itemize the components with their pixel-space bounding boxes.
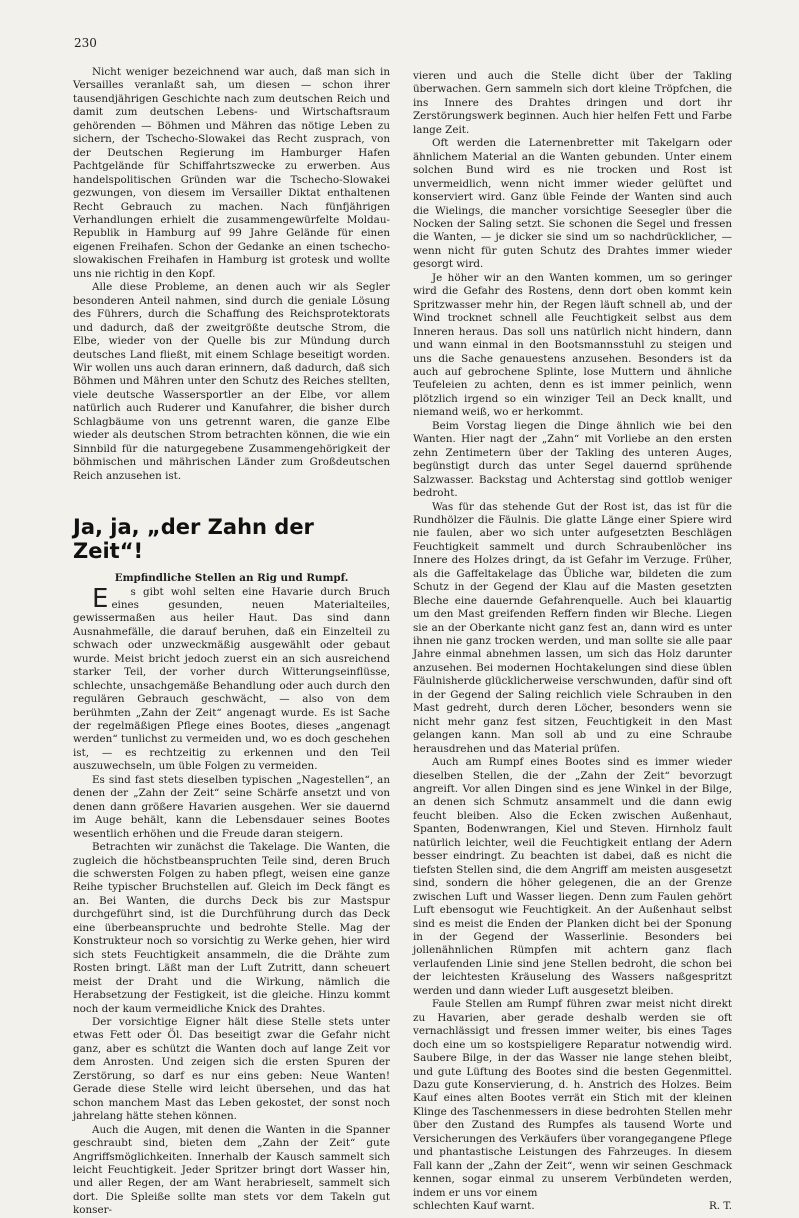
right-column	[413, 70, 732, 1214]
paragraph: Je höher wir an den Wanten kommen, um so geringer wird die Gefahr des Rostens, denn dort oben kommt kein Spritzwasser mehr hin, der Regen läuft schnell ab, und der Wind trocknet schnell alle Feuchtigkeit selbst aus dem Inneren heraus. Das soll uns natürlich nicht hindern, dann und wann einmal in den Bootsmannsstuhl zu steigen und uns die Sache genauestens anzusehen. Besonders ist da auch auf gebrochene Splinte, lose Muttern und ähnliche Teufeleien zu achten, denn es ist immer peinlich, wenn plötzlich irgend so ein winziger Teil an Deck knallt, und niemand weiß, wo er herkommt.	[413, 271, 732, 419]
paragraph: Was für das stehende Gut der Rost ist, das ist für die Rundhölzer die Fäulnis. Die glatte Länge einer Spiere wird nie faulen, aber wo sich unter aufgesetzten Beschlägen Feuchtigkeit sammelt und durch Schraubenlöcher ins Innere des Holzes dringt, da ist Gefahr im Verzuge. Früher, als die Gaffeltakelage das Übliche war, bildeten die zum Schutz in der Gegend der Klau auf die Masten gesetzten Bleche eine dauernde Gefahrenquelle. Auch bei klauartig um den Mast greifenden Reffern finden wir Bleche. Liegen sie an der Oberkante nicht ganz fest an, dann wird es unter ihnen nie ganz trocken werden, und man sollte sie alle paar Jahre einmal abnehmen lassen, um sich das Holz darunter anzusehen. Bei modernen Hochtakelungen sind diese üblen Fäulnisherde glücklicherweise verschwunden, dafür sind oft in der Gegend der Saling reichlich viele Schrauben in den Mast gedreht, durch deren Löcher, besonders wenn sie nicht mehr ganz fest sitzen, Feuchtigkeit in den Mast gelangen kann. Man soll ab und zu eine Schraube herausdrehen und das Material prüfen.	[413, 500, 732, 755]
paragraph: Es sind fast stets dieselben typischen „Nagestellen“, an denen der „Zahn der Zeit“ seine Schärfe ansetzt und von denen dann größere Havarien ausgehen. Wer sie dauernd im Auge behält, kann die Lebensdauer seines Bootes wesentlich erhöhen und die Freude daran steigern.	[73, 773, 390, 840]
drop-cap: E	[92, 583, 109, 614]
left-column	[73, 66, 390, 1218]
paragraph: Oft werden die Laternenbretter mit Takelgarn oder ähnlichem Material an die Wanten gebunden. Unter einem solchen Bund wird es nie trocken und Rost ist unvermeidlich, wenn nicht immer wieder gelüftet und konserviert wird. Ganz üble Feinde der Wanten sind auch die Wielings, die mancher vorsichtige Seesegler über die Nocken der Saling setzt. Sie schonen die Segel und fressen die Wanten, — je dicker sie sind um so nachdrücklicher, — wenn nicht für guten Schutz des Drahtes immer wieder gesorgt wird.	[413, 137, 732, 271]
closing-line-text: schlechten Kauf warnt.	[413, 1200, 535, 1213]
paragraph: Beim Vorstag liegen die Dinge ähnlich wie bei den Wanten. Hier nagt der „Zahn“ mit Vorliebe an den ersten zehn Zentimetern über der Takling des unteren Auges, begünstigt durch das unter Segel dauernd sprühende Salzwasser. Backstag und Achterstag sind gottlob weniger bedroht.	[413, 419, 732, 500]
article-heading: Ja, ja, „der Zahn der Zeit“!	[73, 515, 314, 564]
page-number: 230	[74, 36, 97, 50]
paragraph: Auch die Augen, mit denen die Wanten in die Spanner geschraubt sind, bieten dem „Zahn der Zeit“ gute Angriffsmöglichkeiten. Innerhalb der Kausch sammelt sich leicht Feuchtigkeit. Jeder Spritzer bringt dort Wasser hin, und aller Regen, der am Want herabrieselt, sammelt sich dort. Die Spleiße sollte man stets vor dem Takeln gut konser-	[73, 1123, 390, 1217]
lead-paragraph	[73, 583, 390, 774]
paragraph: Nicht weniger bezeichnend war auch, daß man sich in Versailles veranlaßt sah, um diesen — schon ihrer tausendjährigen Geschichte nach zum deutschen Reich und damit zum deutschen Lebens- und Wirtschaftsraum gehörenden — Böhmen und Mähren das nötige Leben zu sichern, der Tschecho-Slowakei das Recht zusprach, von der Deutschen Regierung im Hamburger Hafen Pachtgelände für Schiffahrtszwecke zu erwerben. Aus handelspolitischen Gründen war die Tschecho-Slowakei gezwungen, von diesem im Versailler Diktat enthaltenen Recht Gebrauch zu machen. Nach fünfjährigen Verhandlungen erhielt die zusammengewürfelte Moldau-Republik in Hamburg auf 99 Jahre Gelände für einen eigenen Freihafen. Schon der Gedanke an einen tschecho-slowakischen Freihafen in Hamburg ist grotesk und wollte uns nie richtig in den Kopf.	[73, 66, 390, 280]
article-subheading: Empfindliche Stellen an Rig und Rumpf.	[114, 572, 349, 585]
paragraph: Alle diese Probleme, an denen auch wir als Segler besonderen Anteil nahmen, sind durch die geniale Lösung des Führers, durch die Schaffung des Reichsprotektorats und dadurch, daß der zweitgrößte deutsche Strom, die Elbe, wieder von der Quelle bis zur Mündung durch deutsches Land fließt, mit einem Schlage beseitigt worden. Wir wollen uns auch daran erinnern, daß dadurch, daß sich Böhmen und Mähren unter den Schutz des Reiches stellten, viele deutsche Wassersportler an der Elbe, vor allem natürlich auch Ruderer und Kanufahrer, die bisher durch Schlagbäume von uns getrennt waren, die ganze Elbe wieder als deutschen Strom betrachten können, die wie ein Sinnbild für die naturgegebene Zusammengehörigkeit der böhmischen und mährischen Länder zum Großdeutschen Reich anzusehen ist.	[73, 281, 390, 482]
paragraph: Der vorsichtige Eigner hält diese Stelle stets unter etwas Fett oder Öl. Das beseitigt zwar die Gefahr nicht ganz, aber es schützt die Wanten doch auf lange Zeit vor dem Anrosten. Und zeigen sich die ersten Spuren der Zerstörung, so darf es nur eins geben: Neue Wanten! Gerade diese Stelle wird leicht übersehen, und das hat schon manchem Mast das Leben gekostet, der sonst noch jahrelang hätte stehen können.	[73, 1016, 390, 1123]
lead-paragraph-text: s gibt wohl selten eine Havarie durch Bruch eines gesunden, neuen Materialteiles, gewissermaßen aus heiler Haut. Das sind dann Ausnahmefälle, die darauf beruhen, daß ein Einzelteil zu schwach oder unzweckmäßig ausgewählt oder gebaut wurde. Meist bricht jedoch zuerst ein an sich ausreichend starker Teil, der vorher durch Witterungseinflüsse, schlechte, unsachgemäße Behandlung oder auch durch den regulären Gebrauch geschwächt, — also von dem berühmten „Zahn der Zeit“ angenagt wurde. Es ist Sache der regelmäßigen Pflege eines Bootes, dieses „angenagt werden“ tunlichst zu vermeiden und, wo es doch geschehen ist, — es rechtzeitig zu erkennen und den Teil auszuwechseln, um üble Folgen zu vermeiden.	[73, 585, 390, 773]
closing-line	[413, 1200, 732, 1213]
author-signature: R. T.	[708, 1200, 732, 1213]
closing-paragraph: Faule Stellen am Rumpf führen zwar meist nicht direkt zu Havarien, aber gerade deshalb werden sie oft vernachlässigt und fressen immer weiter, bis eines Tages doch eine um so kostspieligere Reparatur notwendig wird. Saubere Bilge, in der das Wasser nie lange stehen bleibt, und gute Lüftung des Bootes sind die besten Gegenmittel. Dazu gute Konservierung, d. h. Anstrich des Holzes. Beim Kauf eines alten Bootes verrät ein Stich mit der kleinen Klinge des Taschenmessers in diese bedrohten Stellen mehr über den Zustand des Rumpfes als tausend Worte und Versicherungen des Verkäufers über vorangegangene Pflege und phantastische Leistungen des Fahrzeuges. In diesem Fall kann der „Zahn der Zeit“, wenn wir seinen Geschmack kennen, sogar einmal zu unserem Verbündeten werden, indem er uns vor einem	[413, 998, 732, 1199]
paragraph: Betrachten wir zunächst die Takelage. Die Wanten, die zugleich die höchstbeanspruchten Teile sind, deren Bruch die schwersten Folgen zu haben pflegt, weisen eine ganze Reihe typischer Bruchstellen auf. Gleich im Deck fängt es an. Bei Wanten, die durchs Deck bis zur Mastspur durchgeführt sind, ist die Durchführung durch das Deck eine überbeanspruchte und bedrohte Stelle. Mag der Konstrukteur noch so vorsichtig zu Werke gehen, hier wird sich stets Feuchtigkeit ansammeln, die die Drähte zum Rosten bringt. Läßt man der Luft Zutritt, dann scheuert meist der Draht und die Wirkung, nämlich die Herabsetzung der Festigkeit, ist die gleiche. Hinzu kommt noch der kaum vermeidliche Knick des Drahtes.	[73, 841, 390, 1015]
paragraph: Auch am Rumpf eines Bootes sind es immer wieder dieselben Stellen, die der „Zahn der Zeit“ bevorzugt angreift. Vor allen Dingen sind es jene Winkel in der Bilge, an denen sich Schmutz ansammelt und die dann ewig feucht bleiben. Also die Ecken zwischen Außenhaut, Spanten, Bodenwrangen, Kiel und Steven. Hirnholz fault natürlich leichter, weil die Feuchtigkeit entlang der Adern besser eindringt. Zu beachten ist dabei, daß es nicht die tiefsten Stellen sind, die dem Angriff am meisten ausgesetzt sind, sondern die höher gelegenen, die an der Grenze zwischen Luft und Wasser liegen. Denn zum Faulen gehört Luft ebensogut wie Feuchtigkeit. An der Außenhaut selbst sind es meist die Enden der Planken dicht bei der Sponung in der Gegend der Wasserlinie. Besonders bei jollenähnlichen Rümpfen mit achtern ganz flach verlaufenden Linie sind jene Stellen bedroht, die schon bei der leichtesten Kräuselung des Wassers naßgespritzt werden und dann wieder Luft ausgesetzt bleiben.	[413, 756, 732, 997]
paragraph-continued: vieren und auch die Stelle dicht über der Takling überwachen. Gern sammeln sich dort kleine Tröpfchen, die ins Innere des Drahtes dringen und dort ihr Zerstörungswerk beginnen. Auch hier helfen Fett und Farbe lange Zeit.	[413, 70, 732, 136]
